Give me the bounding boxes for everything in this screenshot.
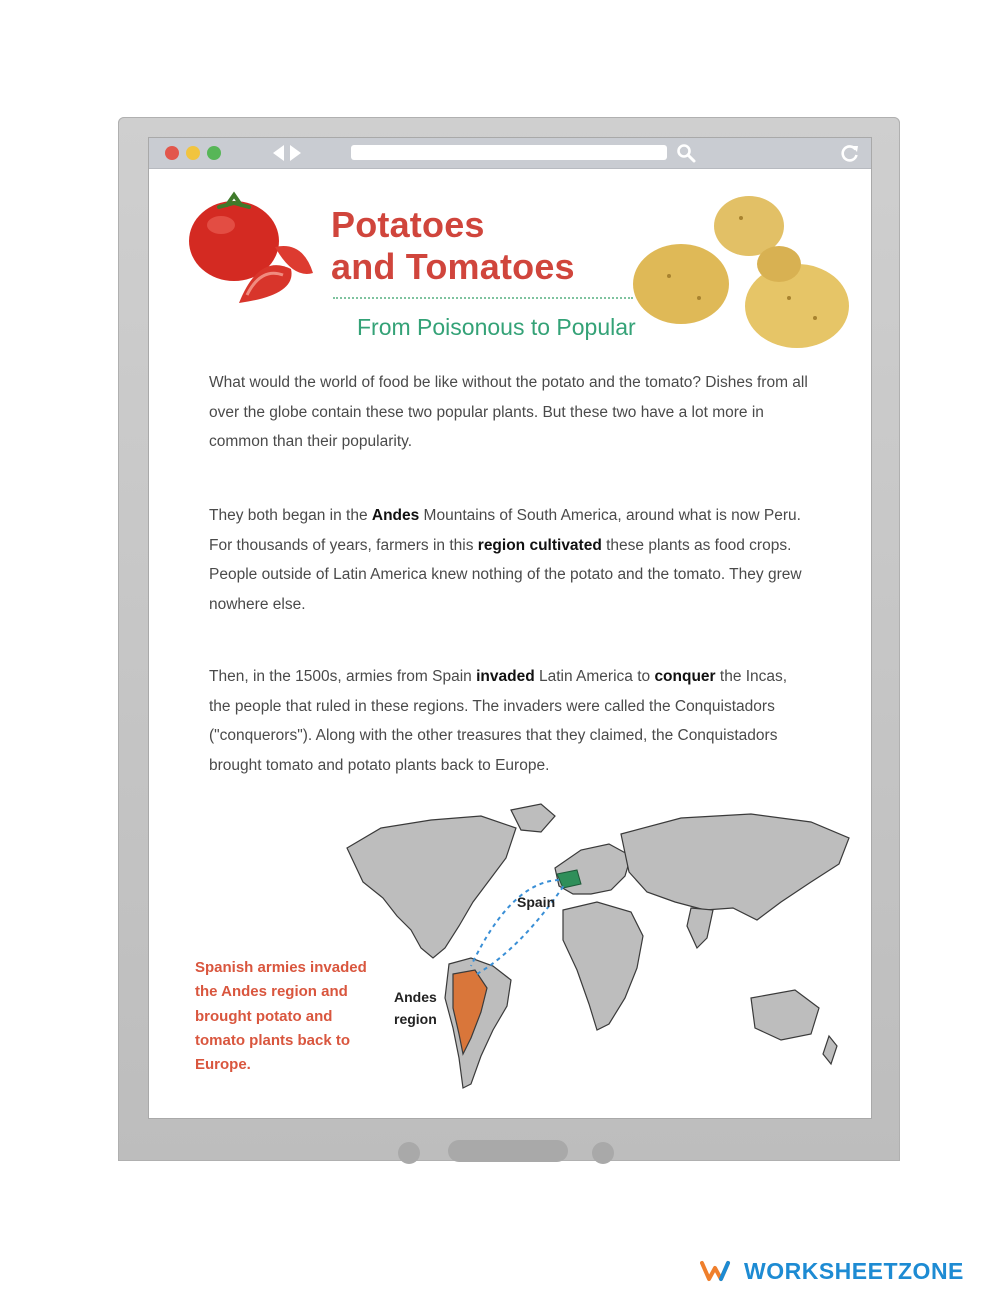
title-line-2: and Tomatoes: [331, 246, 575, 287]
search-icon[interactable]: [675, 142, 697, 164]
map-asia: [621, 814, 849, 920]
device-home-button[interactable]: [448, 1140, 568, 1162]
p3-text-a: Then, in the 1500s, armies from Spain: [209, 668, 477, 685]
tablet-screen: [148, 137, 872, 1119]
tomato-image: [179, 183, 319, 313]
page-title: [331, 204, 575, 288]
p2-text-e: these plants as food crops. People outside of Latin America knew nothing of the potato and the tomato. They grew nowhere else.: [209, 536, 802, 613]
brand-name: WORKSHEETZONE: [744, 1257, 964, 1284]
map-label-andes-text: Andes region: [394, 989, 437, 1027]
p2-text-a: They both began in the: [209, 507, 372, 524]
worksheetzone-logo-icon: [700, 1260, 734, 1282]
back-arrow-icon[interactable]: [273, 145, 284, 161]
paragraph-conquest: [209, 662, 809, 780]
device-right-dot: [592, 1142, 614, 1164]
map-africa: [563, 902, 643, 1030]
potato-image: [629, 188, 854, 368]
map-caption: Spanish armies invaded the Andes region and brought potato and tomato plants back to Europe.: [195, 959, 367, 1074]
keyword-region-cultivated: region cultivated: [477, 536, 602, 554]
address-bar[interactable]: [351, 145, 667, 160]
page-subtitle: From Poisonous to Popular: [357, 314, 636, 340]
paragraph-intro: What would the world of food be like without the potato and the tomato? Dishes from all over the globe contain these two popular plants. But these two have a lot more in common than their popularity.: [209, 374, 808, 450]
maximize-dot-icon[interactable]: [207, 146, 221, 160]
map-greenland: [511, 804, 555, 832]
tablet-device: [118, 117, 900, 1161]
map-new-zealand: [823, 1036, 837, 1064]
device-left-dot: [398, 1142, 420, 1164]
p3-text-c: Latin America to: [534, 668, 655, 685]
map-india: [687, 908, 713, 948]
minimize-dot-icon[interactable]: [186, 146, 200, 160]
title-divider: [333, 297, 633, 299]
map-label-spain: Spain: [517, 894, 556, 910]
map-australia: [751, 990, 819, 1040]
keyword-conquer: conquer: [654, 668, 716, 685]
title-line-1: Potatoes: [331, 204, 485, 245]
keyword-andes: Andes: [371, 507, 420, 524]
map-north-america: [347, 816, 516, 958]
browser-toolbar: [149, 138, 871, 169]
forward-arrow-icon[interactable]: [290, 145, 301, 161]
paragraph-origins: [209, 501, 809, 619]
brand-watermark[interactable]: [700, 1258, 964, 1284]
p3-text-e: the Incas, the people that ruled in these regions. The invaders were called the Conquistadors ("conquerors"). Along with the other treasures that they claimed, the Conquistadors brought tomato and potato plants back to Europe.: [209, 668, 788, 774]
world-map: [341, 798, 861, 1098]
keyword-invaded: invaded: [476, 668, 535, 685]
close-dot-icon[interactable]: [165, 146, 179, 160]
map-label-andes: [394, 986, 456, 1030]
p2-text-c: Mountains of South America, around what is now Peru. For thousands of years, farmers in this: [209, 507, 801, 554]
refresh-icon[interactable]: [839, 142, 861, 164]
map-route-upper: [471, 880, 559, 966]
